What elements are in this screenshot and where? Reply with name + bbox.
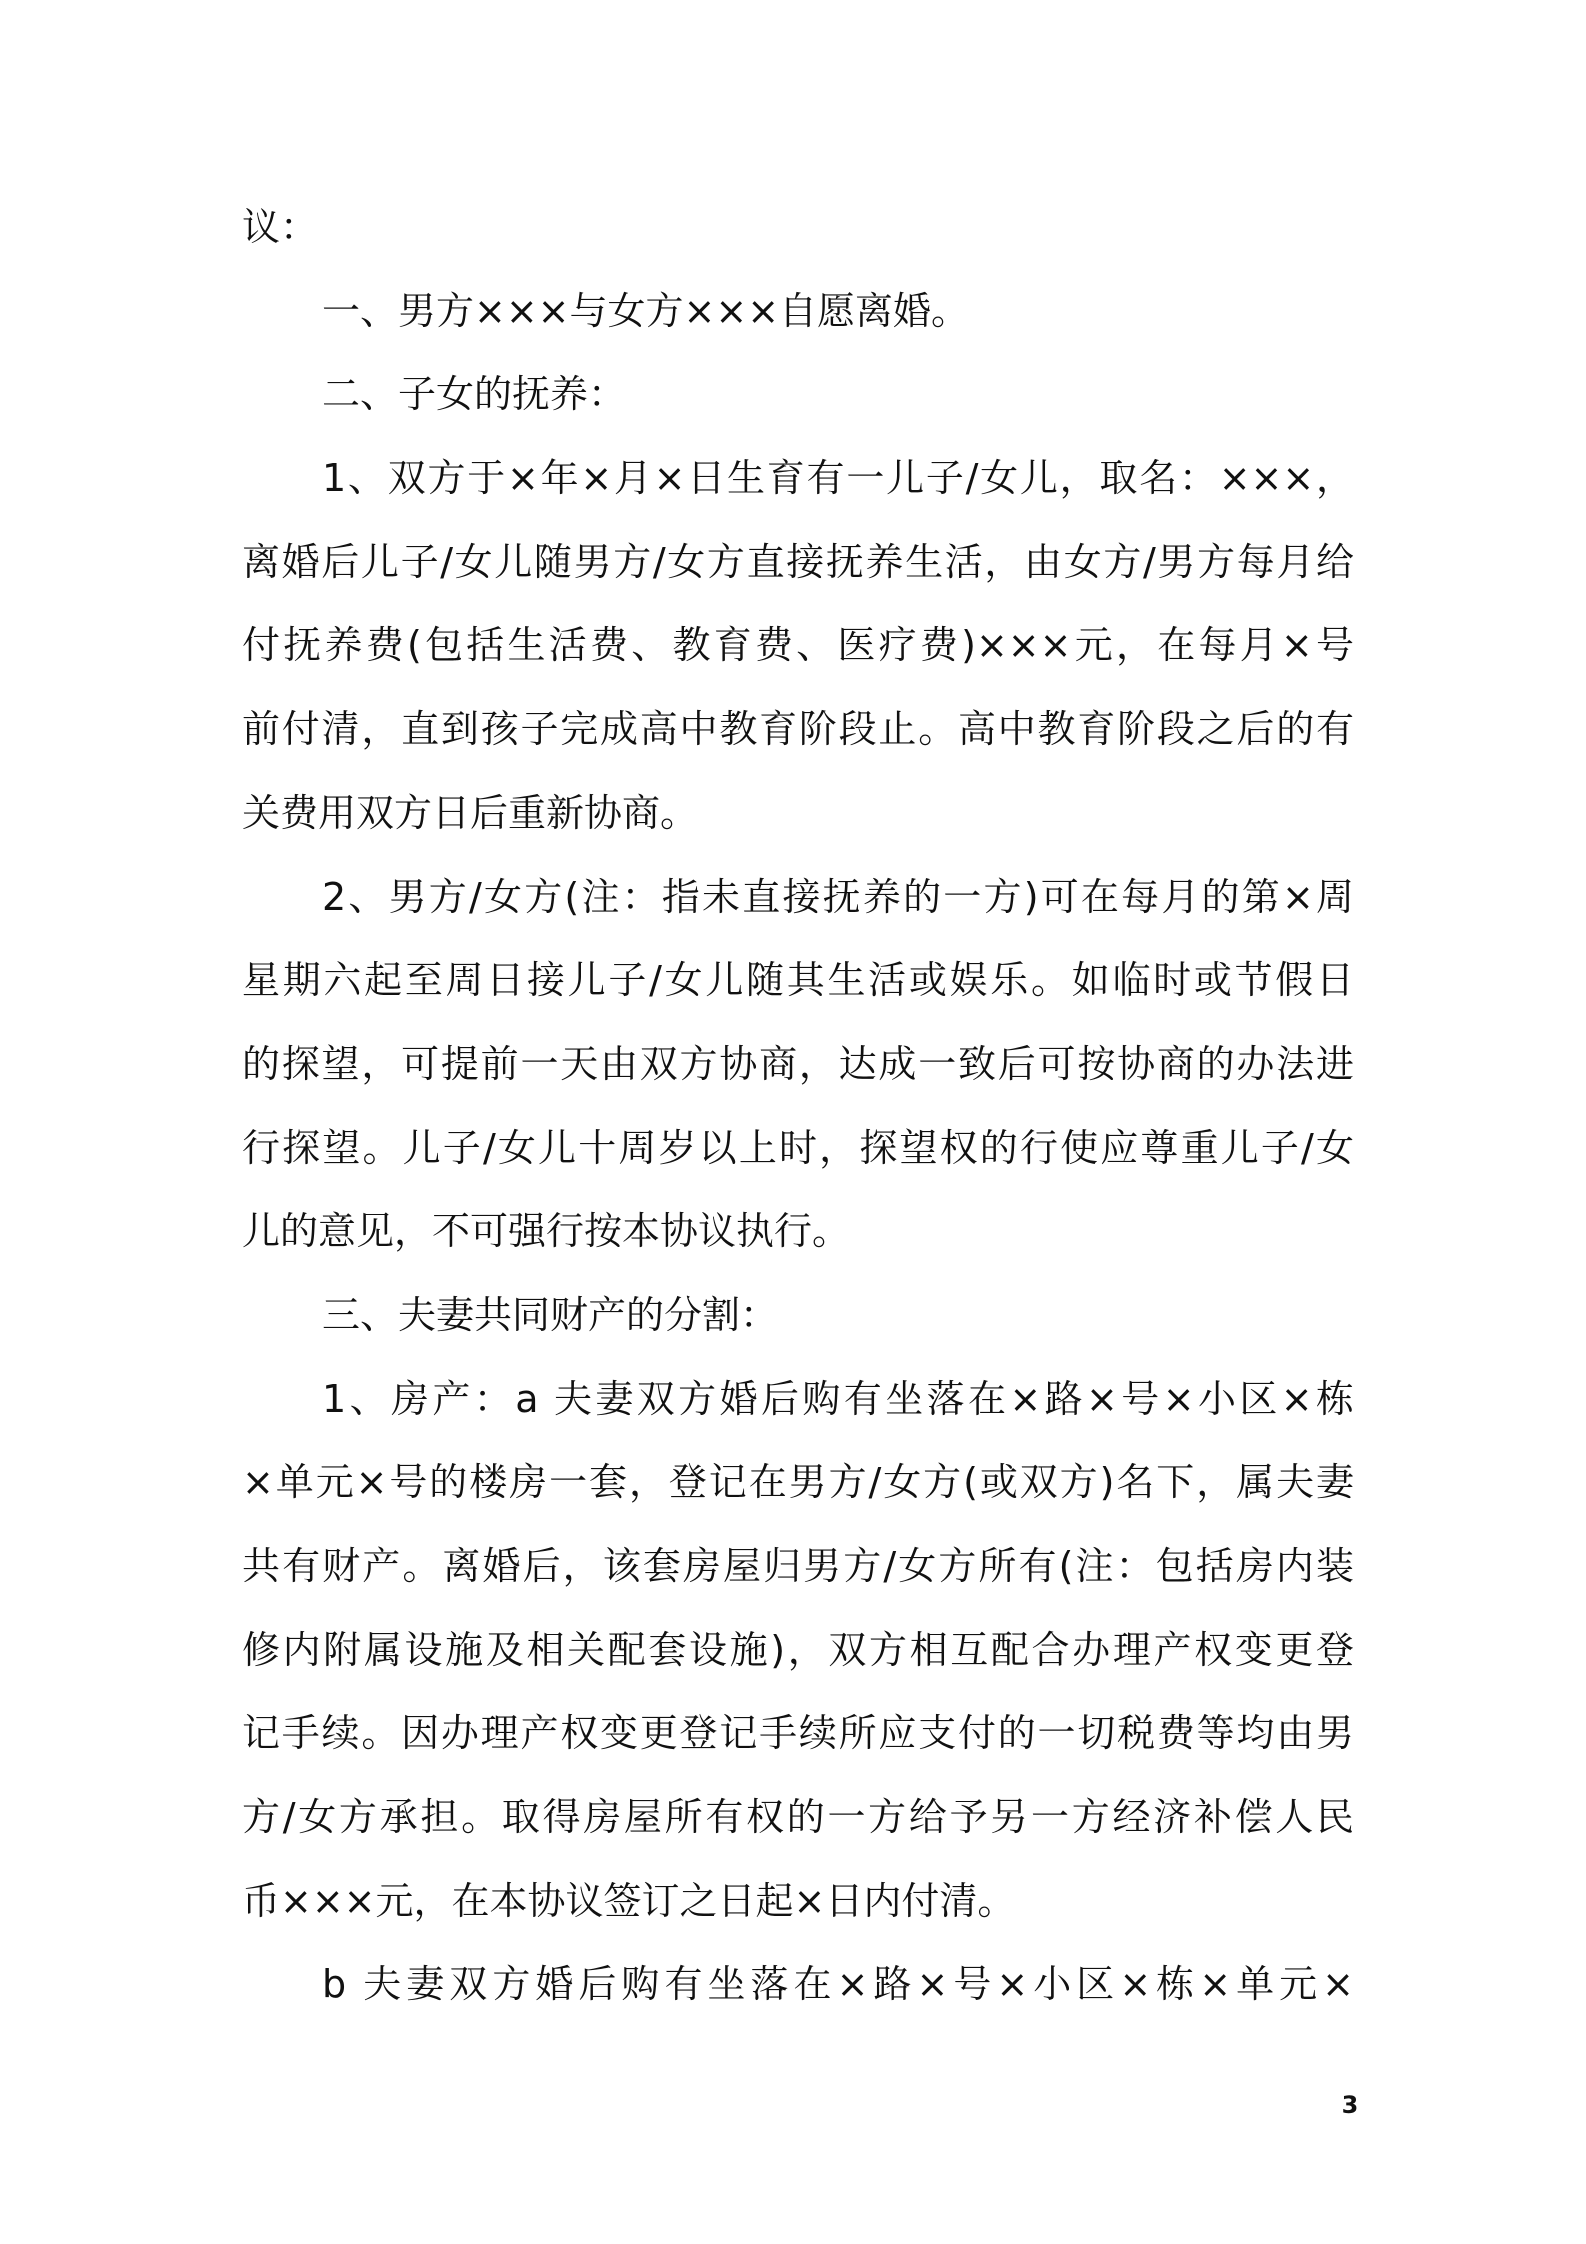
clause-heading: 三、夫妻共同财产的分割： xyxy=(322,1292,779,1337)
text-line: b 夫妻双方婚后购有坐落在×路×号×小区×栋×单元× xyxy=(322,1962,1354,2007)
clause-heading: 一、男方×××与女方×××自愿离婚。 xyxy=(322,288,970,333)
text-line: 离婚后儿子/女儿随男方/女方直接抚养生活，由女方/男方每月给 xyxy=(242,539,1354,584)
text-line: 星期六起至周日接儿子/女儿随其生活或娱乐。如临时或节假日 xyxy=(242,958,1354,1003)
page-number: 3 xyxy=(1341,2091,1359,2119)
text-line: 议： xyxy=(242,205,319,249)
text-line: 儿的意见，不可强行按本协议执行。 xyxy=(242,1209,851,1254)
text-line: 2、男方/女方(注：指未直接抚养的一方)可在每月的第×周 xyxy=(322,874,1354,919)
agreement-text xyxy=(242,186,1354,2027)
text-line: 前付清，直到孩子完成高中教育阶段止。高中教育阶段之后的有 xyxy=(242,707,1354,752)
text-line: 共有财产。离婚后，该套房屋归男方/女方所有(注：包括房内装 xyxy=(242,1544,1354,1588)
text-line: 关费用双方日后重新协商。 xyxy=(242,790,699,835)
text-line: 的探望，可提前一天由双方协商，达成一致后可按协商的办法进 xyxy=(242,1041,1354,1086)
text-line: 1、房产：a 夫妻双方婚后购有坐落在×路×号×小区×栋 xyxy=(322,1376,1354,1421)
text-line: 付抚养费(包括生活费、教育费、医疗费)×××元，在每月×号 xyxy=(242,623,1354,668)
text-line: 修内附属设施及相关配套设施)，双方相互配合办理产权变更登 xyxy=(242,1627,1354,1672)
text-line: 记手续。因办理产权变更登记手续所应支付的一切税费等均由男 xyxy=(242,1711,1354,1756)
text-line: 1、双方于×年×月×日生育有一儿子/女儿，取名：×××， xyxy=(322,456,1354,501)
text-line: 行探望。儿子/女儿十周岁以上时，探望权的行使应尊重儿子/女 xyxy=(242,1125,1354,1170)
text-line: ×单元×号的楼房一套，登记在男方/女方(或双方)名下，属夫妻 xyxy=(242,1460,1354,1505)
text-line: 方/女方承担。取得房屋所有权的一方给予另一方经济补偿人民 xyxy=(242,1795,1354,1840)
clause-heading: 二、子女的抚养： xyxy=(322,372,627,417)
text-line: 币×××元，在本协议签订之日起×日内付清。 xyxy=(242,1878,1016,1923)
